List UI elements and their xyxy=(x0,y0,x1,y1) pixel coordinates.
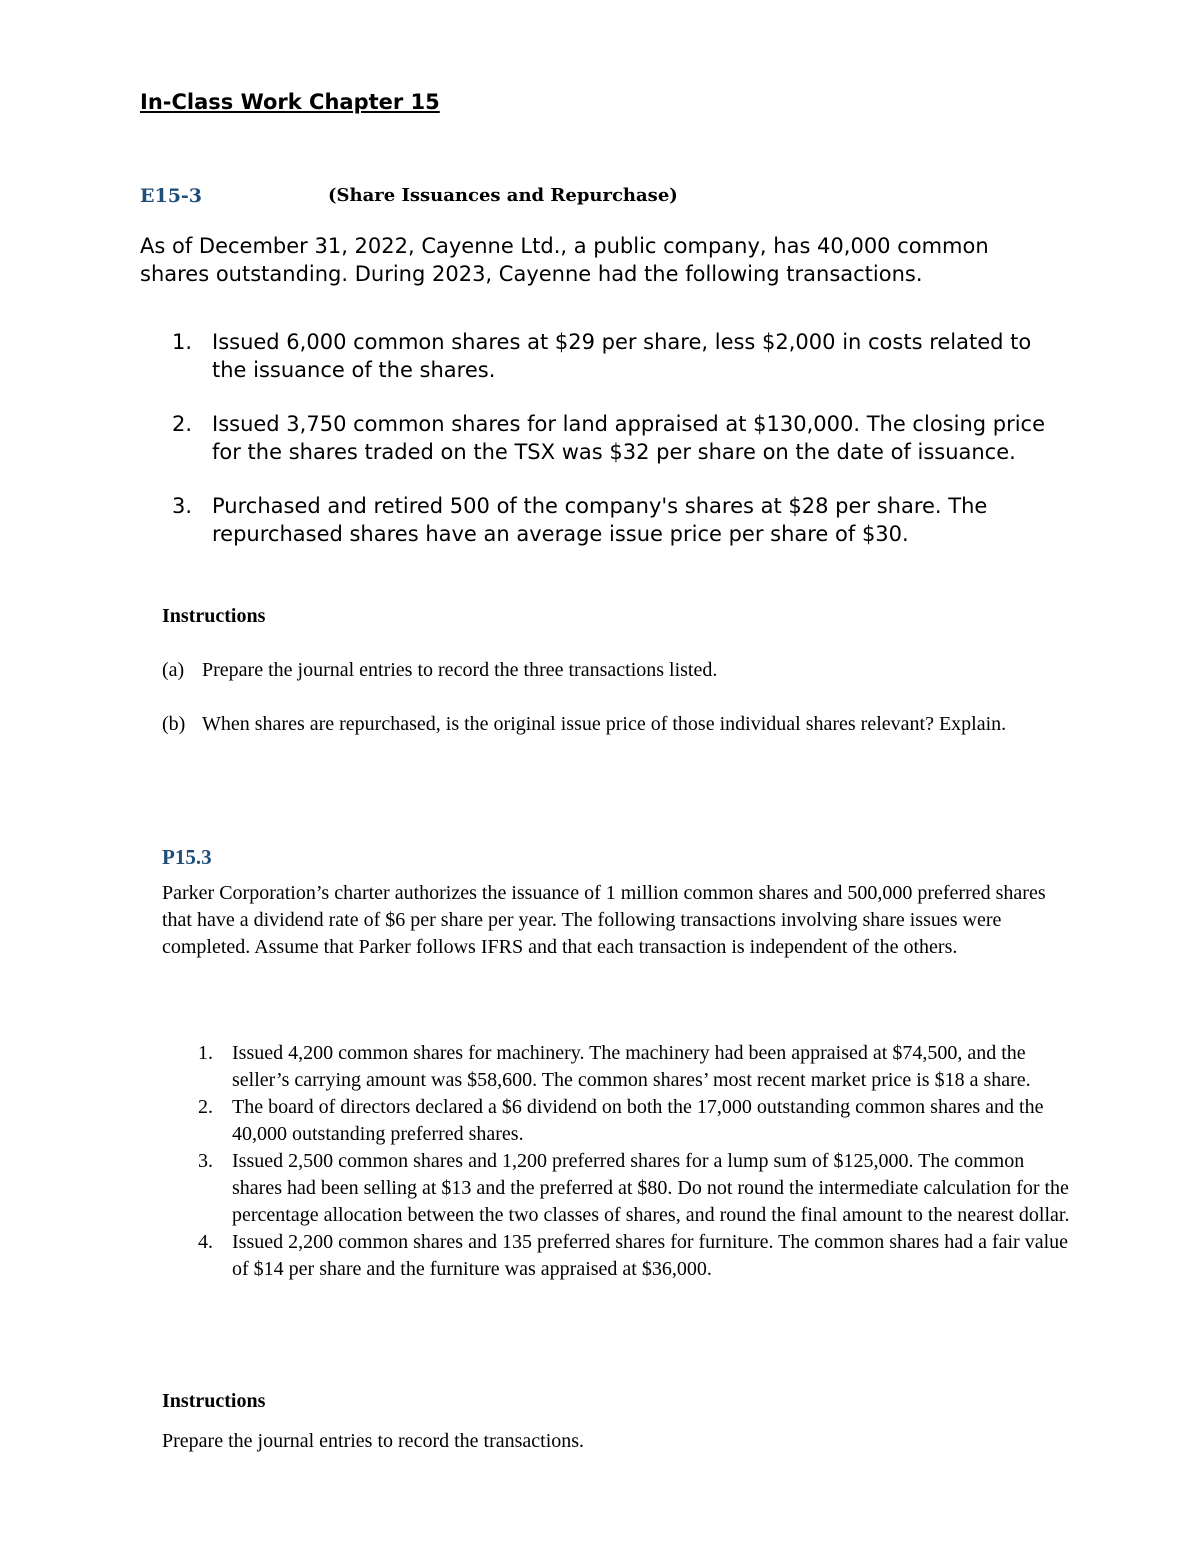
exercise-transaction-list xyxy=(172,329,1052,548)
instruction-text: When shares are repurchased, is the original issue price of those individual shares relevant? Explain. xyxy=(202,713,1007,735)
problem-intro: Parker Corporation’s charter authorizes the issuance of 1 million common shares and 500,000 preferred shares that have a dividend rate of $6 per share per year. The following transactions involving share issues were completed. Assume that Parker follows IFRS and that each transaction is independent of the others. xyxy=(162,882,1046,958)
list-item-text: Issued 2,500 common shares and 1,200 preferred shares for a lump sum of $125,000. The common shares had been selling at $13 and the preferred at $80. Do not round the intermediate calculation for the percentage allocation between the two classes of shares, and round the final amount to the nearest dollar. xyxy=(232,1150,1070,1226)
list-item-text: Issued 4,200 common shares for machinery. The machinery had been appraised at $74,500, and the seller’s carrying amount was $58,600. The common shares’ most recent market price is $18 a share. xyxy=(232,1042,1031,1091)
instruction-label: (a) xyxy=(162,659,185,681)
exercise-intro: As of December 31, 2022, Cayenne Ltd., a public company, has 40,000 common shares outstanding. During 2023, Cayenne had the following transactions. xyxy=(140,234,989,286)
exercise-code: E15-3 xyxy=(140,185,203,207)
list-item xyxy=(172,329,1052,384)
problem-instructions-text: Prepare the journal entries to record the transactions. xyxy=(162,1430,585,1452)
page-title: In-Class Work Chapter 15 xyxy=(140,90,440,114)
list-item xyxy=(198,1229,1078,1283)
instruction-label: (b) xyxy=(162,713,186,735)
list-item xyxy=(198,1040,1078,1094)
list-item xyxy=(198,1094,1078,1148)
list-item-number: 1. xyxy=(172,330,193,354)
list-item-text: Issued 6,000 common shares at $29 per share, less $2,000 in costs related to the issuance of the shares. xyxy=(212,330,1032,382)
list-item xyxy=(172,493,1052,548)
list-item-number: 2. xyxy=(172,412,193,436)
list-item-number: 3. xyxy=(172,494,193,518)
list-item-number: 1. xyxy=(198,1042,213,1064)
list-item xyxy=(198,1148,1078,1229)
list-item-text: Issued 3,750 common shares for land appraised at $130,000. The closing price for the shares traded on the TSX was $32 per share on the date of issuance. xyxy=(212,412,1046,464)
list-item xyxy=(172,411,1052,466)
list-item-text: Purchased and retired 500 of the company's shares at $28 per share. The repurchased shares have an average issue price per share of $30. xyxy=(212,494,988,546)
instruction-text: Prepare the journal entries to record the three transactions listed. xyxy=(202,659,718,681)
exercise-subtitle: (Share Issuances and Repurchase) xyxy=(328,185,678,206)
problem-transaction-list xyxy=(198,1040,1078,1283)
exercise-instruction-a xyxy=(162,657,1022,684)
list-item-number: 3. xyxy=(198,1150,213,1172)
problem-code: P15.3 xyxy=(162,845,212,869)
list-item-number: 2. xyxy=(198,1096,213,1118)
exercise-instruction-b xyxy=(162,711,1022,738)
exercise-instructions-heading: Instructions xyxy=(162,605,266,627)
list-item-text: Issued 2,200 common shares and 135 preferred shares for furniture. The common shares had a fair value of $14 per share and the furniture was appraised at $36,000. xyxy=(232,1231,1069,1280)
list-item-text: The board of directors declared a $6 dividend on both the 17,000 outstanding common shares and the 40,000 outstanding preferred shares. xyxy=(232,1096,1044,1145)
problem-instructions-heading: Instructions xyxy=(162,1390,266,1412)
list-item-number: 4. xyxy=(198,1231,213,1253)
